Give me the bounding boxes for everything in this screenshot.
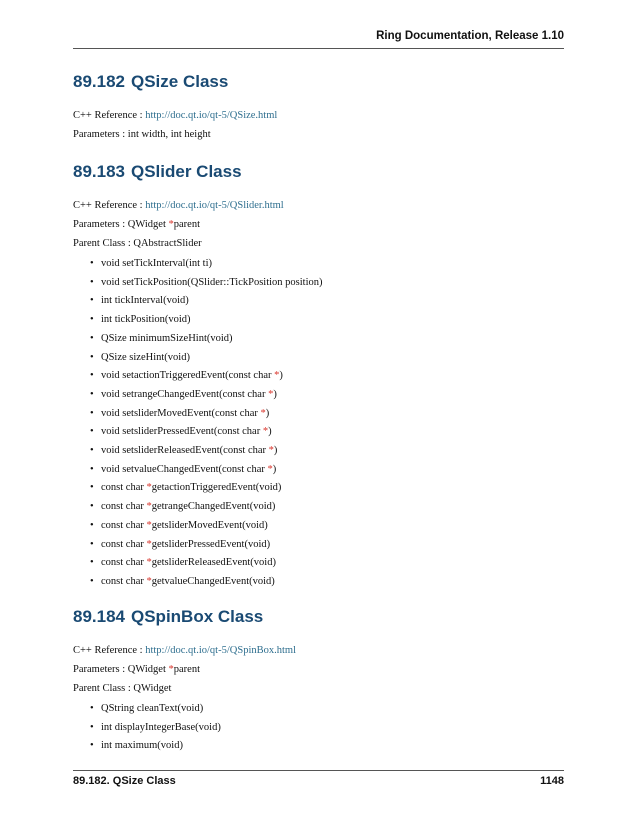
method-item — [73, 423, 564, 442]
cpp-reference — [73, 196, 564, 215]
section-number: 89.183 — [73, 162, 125, 181]
method-item — [73, 479, 564, 498]
method-signature: QString cleanText(void) — [101, 703, 204, 714]
method-signature-rest: ) — [273, 445, 278, 457]
section-title: QSlider Class — [131, 162, 242, 181]
method-signature: const char — [101, 519, 147, 531]
method-item — [73, 554, 564, 573]
method-signature: void setrangeChangedEvent(const char — [101, 388, 269, 400]
method-item — [73, 498, 564, 517]
pointer-star: * — [260, 407, 266, 419]
parameters-name: parent — [173, 664, 201, 675]
method-signature: QSize minimumSizeHint(void) — [101, 332, 233, 344]
method-signature: void setactionTriggeredEvent(const char — [101, 370, 275, 382]
parameters-name: parent — [173, 219, 201, 230]
pointer-star: * — [268, 388, 274, 400]
method-signature: void setvalueChangedEvent(const char — [101, 463, 268, 475]
parameters: Parameters : int width, int height — [73, 129, 211, 140]
pointer-star: * — [146, 575, 152, 587]
method-signature-rest: ) — [272, 463, 277, 475]
method-signature: const char — [101, 501, 147, 513]
method-list — [73, 700, 564, 756]
method-item — [73, 367, 564, 386]
method-item — [73, 461, 564, 480]
method-signature: const char — [101, 575, 147, 587]
section-heading — [73, 162, 564, 182]
method-item — [73, 330, 564, 349]
method-item — [73, 311, 564, 330]
section-qsize — [73, 72, 564, 144]
section-number: 89.184 — [73, 607, 125, 626]
method-item — [73, 536, 564, 555]
pointer-star: * — [146, 482, 152, 494]
method-signature: int tickInterval(void) — [101, 295, 189, 307]
method-signature: const char — [101, 538, 147, 550]
method-signature-rest: getsliderReleasedEvent(void) — [151, 557, 276, 569]
method-signature-rest: getrangeChangedEvent(void) — [151, 501, 276, 513]
method-signature: void setsliderPressedEvent(const char — [101, 426, 263, 438]
method-signature: const char — [101, 557, 147, 569]
method-signature-rest: ) — [273, 388, 277, 400]
section-qslider — [73, 162, 564, 592]
method-signature-rest: getactionTriggeredEvent(void) — [151, 482, 282, 494]
method-item — [73, 255, 564, 274]
section-title: QSpinBox Class — [131, 607, 264, 626]
method-item — [73, 517, 564, 536]
pointer-star: * — [268, 445, 274, 457]
method-item — [73, 442, 564, 461]
running-header: Ring Documentation, Release 1.10 — [376, 30, 564, 42]
method-signature: int maximum(void) — [101, 740, 183, 752]
method-signature: const char — [101, 482, 147, 494]
cpp-reference-label: C++ Reference : — [73, 200, 146, 211]
footer-section: 89.182. QSize Class — [73, 775, 176, 787]
method-item — [73, 349, 564, 368]
method-signature: void setTickInterval(int ti) — [101, 258, 213, 269]
cpp-reference — [73, 106, 564, 125]
method-signature-rest: ) — [265, 407, 270, 419]
section-heading — [73, 72, 564, 92]
method-signature-rest: ) — [268, 426, 272, 438]
method-signature: void setsliderReleasedEvent(const char — [101, 445, 269, 457]
pointer-star: * — [274, 370, 280, 382]
method-signature: int displayIntegerBase(void) — [101, 721, 221, 733]
method-item — [73, 405, 564, 424]
parent-class: Parent Class : QWidget — [73, 683, 172, 694]
method-signature: int tickPosition(void) — [101, 314, 191, 326]
section-title: QSize Class — [131, 72, 229, 91]
parent-class: Parent Class : QAbstractSlider — [73, 238, 202, 249]
page-number: 1148 — [540, 775, 564, 787]
pointer-star: * — [146, 519, 152, 531]
method-signature: QSize sizeHint(void) — [101, 351, 190, 363]
pointer-star: * — [168, 219, 174, 230]
parameters-text: Parameters : QWidget — [73, 219, 169, 230]
section-number: 89.182 — [73, 72, 125, 91]
parameters-text: Parameters : QWidget — [73, 664, 169, 675]
cpp-reference-label: C++ Reference : — [73, 110, 146, 121]
method-signature: void setTickPosition(QSlider::TickPosition position) — [101, 276, 323, 288]
method-signature-rest: getvalueChangedEvent(void) — [151, 575, 275, 587]
header-divider — [73, 48, 564, 49]
method-item — [73, 573, 564, 592]
pointer-star: * — [262, 426, 269, 438]
method-list — [73, 255, 564, 592]
cpp-reference-link[interactable]: http://doc.qt.io/qt-5/QSlider.html — [145, 200, 284, 211]
pointer-star: * — [146, 538, 152, 550]
pointer-star: * — [146, 557, 152, 569]
pointer-star: * — [146, 501, 152, 513]
method-item — [73, 292, 564, 311]
pointer-star: * — [168, 664, 174, 675]
parameters — [73, 215, 564, 234]
method-signature-rest: getsliderMovedEvent(void) — [151, 519, 268, 531]
method-item — [73, 719, 564, 738]
method-signature-rest: getsliderPressedEvent(void) — [151, 538, 271, 550]
method-item — [73, 386, 564, 405]
method-item — [73, 274, 564, 293]
cpp-reference — [73, 641, 564, 660]
pointer-star: * — [267, 463, 273, 475]
footer-divider — [73, 770, 564, 771]
method-signature-rest: ) — [279, 370, 283, 382]
parameters — [73, 660, 564, 679]
section-heading — [73, 607, 564, 627]
section-qspinbox — [73, 607, 564, 756]
method-signature: void setsliderMovedEvent(const char — [101, 407, 261, 419]
method-item — [73, 700, 564, 719]
method-item — [73, 737, 564, 756]
cpp-reference-link[interactable]: http://doc.qt.io/qt-5/QSize.html — [145, 110, 278, 121]
cpp-reference-link[interactable]: http://doc.qt.io/qt-5/QSpinBox.html — [145, 645, 296, 656]
cpp-reference-label: C++ Reference : — [73, 645, 146, 656]
